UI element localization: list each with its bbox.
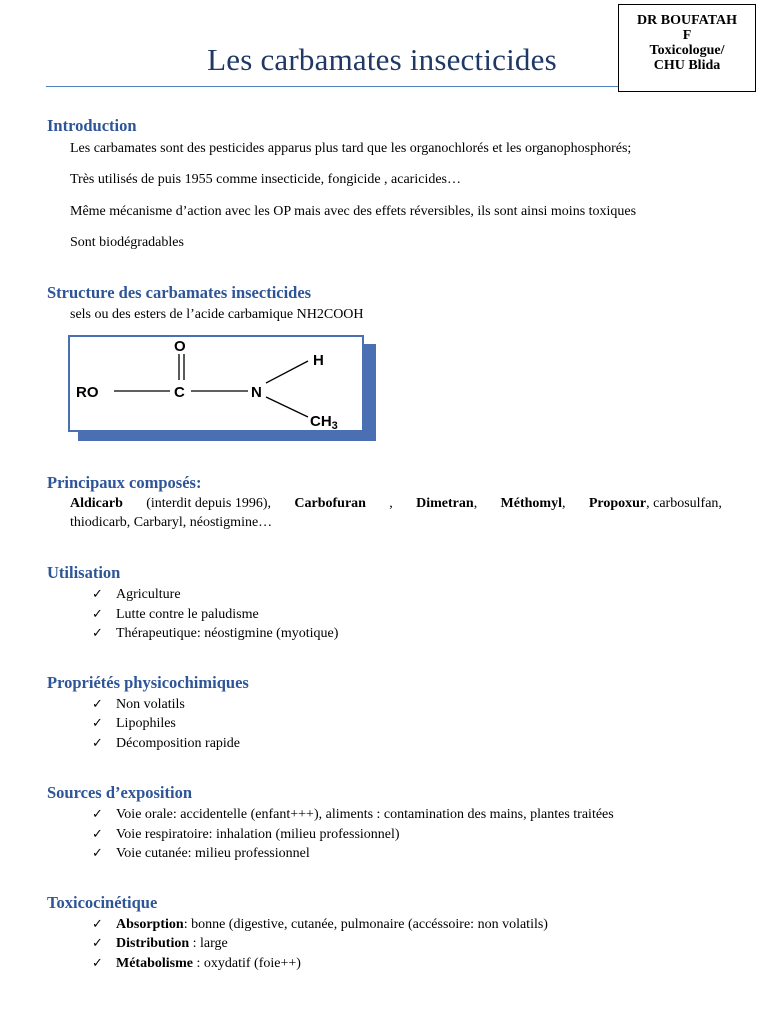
list-item xyxy=(92,606,259,623)
composes-rest: , carbosulfan, xyxy=(646,496,722,511)
composes-line-2: thiodicarb, Carbaryl, néostigmine… xyxy=(70,515,273,530)
heading-proprietes: Propriétés physicochimiques xyxy=(47,673,249,692)
list-item-text: Agriculture xyxy=(116,587,181,602)
bond-n-ch3 xyxy=(266,397,308,417)
molecule-nitrogen: N xyxy=(251,384,262,401)
list-item-text: Lipophiles xyxy=(116,716,176,731)
author-role: Toxicologue/ xyxy=(649,43,725,58)
check-icon: ✓ xyxy=(92,716,103,731)
list-item xyxy=(92,845,310,862)
bond-n-h xyxy=(266,361,308,383)
molecule-ro: RO xyxy=(76,384,99,401)
check-icon: ✓ xyxy=(92,917,103,932)
compound-dimetran: Dimetran xyxy=(416,496,474,511)
list-item-text: Lutte contre le paludisme xyxy=(116,607,259,622)
list-item xyxy=(92,696,185,713)
check-icon: ✓ xyxy=(92,936,103,951)
term-absorption: Absorption xyxy=(116,917,184,932)
intro-paragraph-4: Sont biodégradables xyxy=(70,235,184,250)
author-affiliation: CHU Blida xyxy=(653,58,721,73)
heading-toxicocinetique: Toxicocinétique xyxy=(47,893,158,912)
check-icon: ✓ xyxy=(92,827,103,842)
carbamate-structure-figure xyxy=(68,335,364,432)
heading-utilisation: Utilisation xyxy=(47,563,121,582)
compound-methomyl: Méthomyl xyxy=(500,496,562,511)
list-item-text: Non volatils xyxy=(116,697,185,712)
compound-aldicarb: Aldicarb xyxy=(70,496,123,511)
list-item xyxy=(92,935,228,952)
term-description: : large xyxy=(189,936,228,951)
list-item xyxy=(92,715,176,732)
check-icon: ✓ xyxy=(92,697,103,712)
list-item xyxy=(92,806,614,823)
list-item-text: Thérapeutique: néostigmine (myotique) xyxy=(116,626,339,641)
list-item-text: Voie cutanée: milieu professionnel xyxy=(116,846,310,861)
intro-paragraph-1: Les carbamates sont des pesticides apparus plus tard que les organochlorés et les organophosphorés; xyxy=(70,141,632,156)
term-description: : oxydatif (foie++) xyxy=(192,956,301,971)
check-icon: ✓ xyxy=(92,587,103,602)
composes-line-1 xyxy=(70,494,722,513)
title-underline xyxy=(46,86,618,87)
check-icon: ✓ xyxy=(92,607,103,622)
list-item-text: Décomposition rapide xyxy=(116,736,241,751)
author-initial: F xyxy=(682,28,692,43)
structure-text: sels ou des esters de l’acide carbamique NH2COOH xyxy=(70,307,364,322)
list-item xyxy=(92,916,548,933)
page-title: Les carbamates insecticides xyxy=(207,42,557,77)
list-item xyxy=(92,955,301,972)
separator-comma: , xyxy=(473,496,478,511)
check-icon: ✓ xyxy=(92,736,103,751)
molecule-hydrogen: H xyxy=(313,352,324,369)
molecule-oxygen: O xyxy=(174,338,186,355)
heading-introduction: Introduction xyxy=(47,116,137,135)
heading-composes: Principaux composés: xyxy=(47,473,202,492)
separator-comma: , xyxy=(561,496,566,511)
term-description: : bonne (digestive, cutanée, pulmonaire (accéssoire: non volatils) xyxy=(183,917,548,932)
heading-structure: Structure des carbamates insecticides xyxy=(47,283,312,302)
check-icon: ✓ xyxy=(92,626,103,641)
term-metabolisme: Métabolisme xyxy=(116,956,193,971)
list-item xyxy=(92,735,240,752)
list-item-text: Voie orale: accidentelle (enfant+++), aliments : contamination des mains, plantes traitées xyxy=(116,807,614,822)
check-icon: ✓ xyxy=(92,956,103,971)
heading-sources: Sources d’exposition xyxy=(47,783,193,802)
compound-carbofuran: Carbofuran xyxy=(294,496,366,511)
separator-comma: , xyxy=(389,496,393,511)
intro-paragraph-3: Même mécanisme d’action avec les OP mais avec des effets réversibles, ils sont ainsi moins toxiques xyxy=(70,204,637,219)
author-name: DR BOUFATAH xyxy=(637,13,737,28)
molecule-methyl: $CH_3$ xyxy=(310,413,338,432)
composes-paragraph xyxy=(70,494,722,532)
carbamate-structure-svg xyxy=(70,337,366,434)
intro-paragraph-2: Très utilisés de puis 1955 comme insecticide, fongicide , acaricides… xyxy=(70,172,462,187)
list-item-text: Voie respiratoire: inhalation (milieu professionnel) xyxy=(116,827,400,842)
molecule-carbon: C xyxy=(174,384,185,401)
term-distribution: Distribution xyxy=(116,936,190,951)
check-icon: ✓ xyxy=(92,807,103,822)
list-item xyxy=(92,826,400,843)
compound-propoxur: Propoxur xyxy=(588,496,647,511)
list-item xyxy=(92,625,338,642)
aldicarb-note: (interdit depuis 1996), xyxy=(146,496,272,511)
check-icon: ✓ xyxy=(92,846,103,861)
list-item xyxy=(92,586,181,603)
